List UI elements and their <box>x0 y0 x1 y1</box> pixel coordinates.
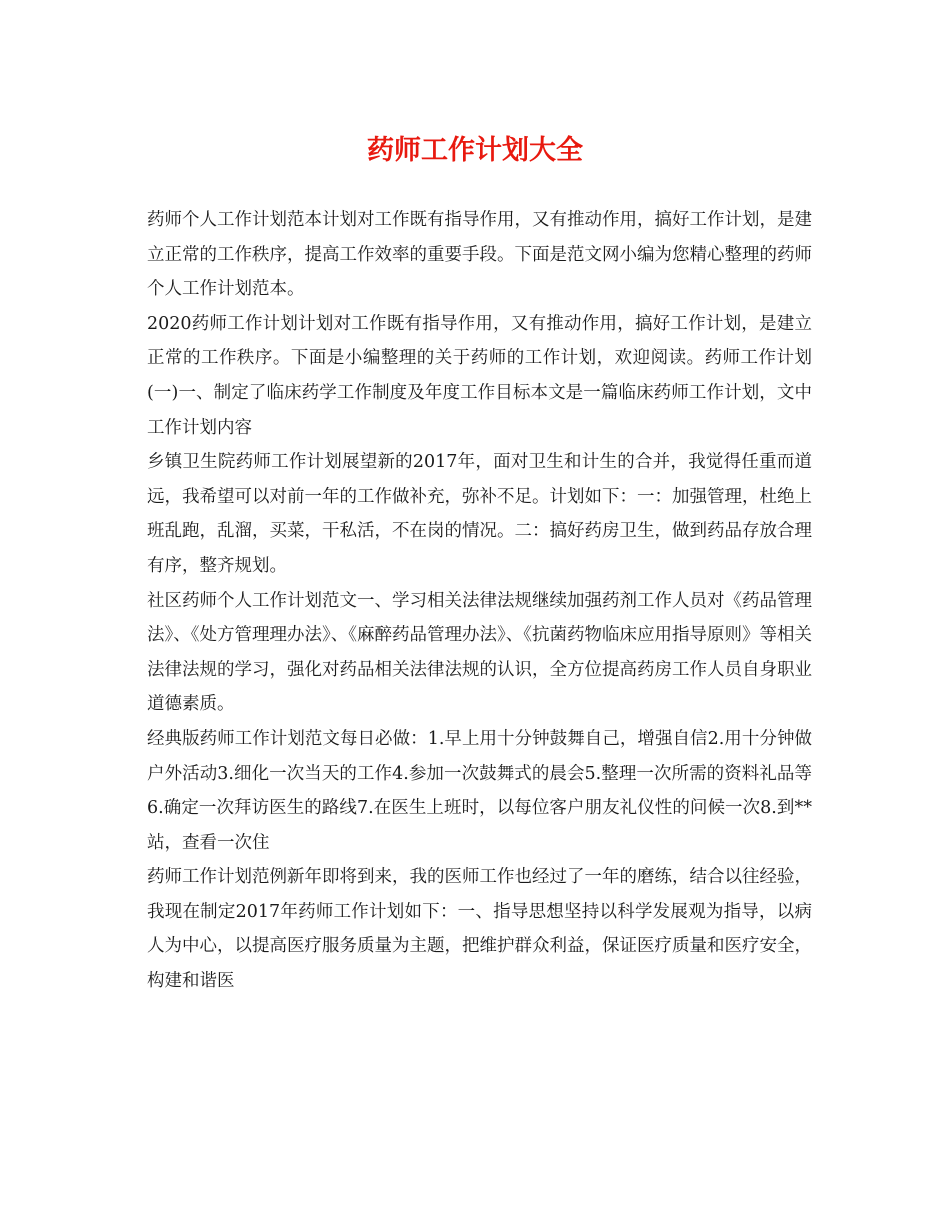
paragraph-township-hospital-plan: 乡镇卫生院药师工作计划展望新的2017年，面对卫生和计生的合并，我觉得任重而道远，我希望可以对前一年的工作做补充，弥补不足。计划如下：一：加强管理，杜绝上班乱跑，乱溜，买菜，干私活，不在岗的情况。二：搞好药房卫生，做到药品存放合理有序，整齐规划。 <box>147 452 812 576</box>
paragraph-2020-pharmacist-plan: 2020药师工作计划计划对工作既有指导作用，又有推动作用，搞好工作计划，是建立正常的工作秩序。下面是小编整理的关于药师的工作计划，欢迎阅读。药师工作计划(一)一、制定了临床药学工作制度及年度工作目标本文是一篇临床药师工作计划，文中工作计划内容 <box>147 313 812 438</box>
paragraph-personal-plan-template: 药师个人工作计划范本计划对工作既有指导作用，又有推动作用，搞好工作计划，是建立正常的工作秩序，提高工作效率的重要手段。下面是范文网小编为您精心整理的药师个人工作计划范本。 <box>147 210 812 300</box>
document-body <box>147 203 812 999</box>
paragraph-plan-example-2017: 药师工作计划范例新年即将到来，我的医师工作也经过了一年的磨练，结合以往经验，我现在制定2017年药师工作计划如下：一、指导思想坚持以科学发展观为指导，以病人为中心，以提高医疗服务质量为主题，把维护群众利益，保证医疗质量和医疗安全，构建和谐医 <box>147 867 812 992</box>
document-title: 药师工作计划大全 <box>367 135 583 166</box>
paragraph-classic-daily-tasks: 经典版药师工作计划范文每日必做：1.早上用十分钟鼓舞自己，增强自信2.用十分钟做户外活动3.细化一次当天的工作4.参加一次鼓舞式的晨会5.整理一次所需的资料礼品等6.确定一次拜访医生的路线7.在医生上班时，以每位客户朋友礼仪性的问候一次8.到**站，查看一次住 <box>147 728 812 853</box>
paragraph-community-pharmacist-plan: 社区药师个人工作计划范文一、学习相关法律法规继续加强药剂工作人员对《药品管理法》、《处方管理理办法》、《麻醉药品管理办法》、《抗菌药物临床应用指导原则》等相关法律法规的学习，强化对药品相关法律法规的认识，全方位提高药房工作人员自身职业道德素质。 <box>147 590 812 715</box>
